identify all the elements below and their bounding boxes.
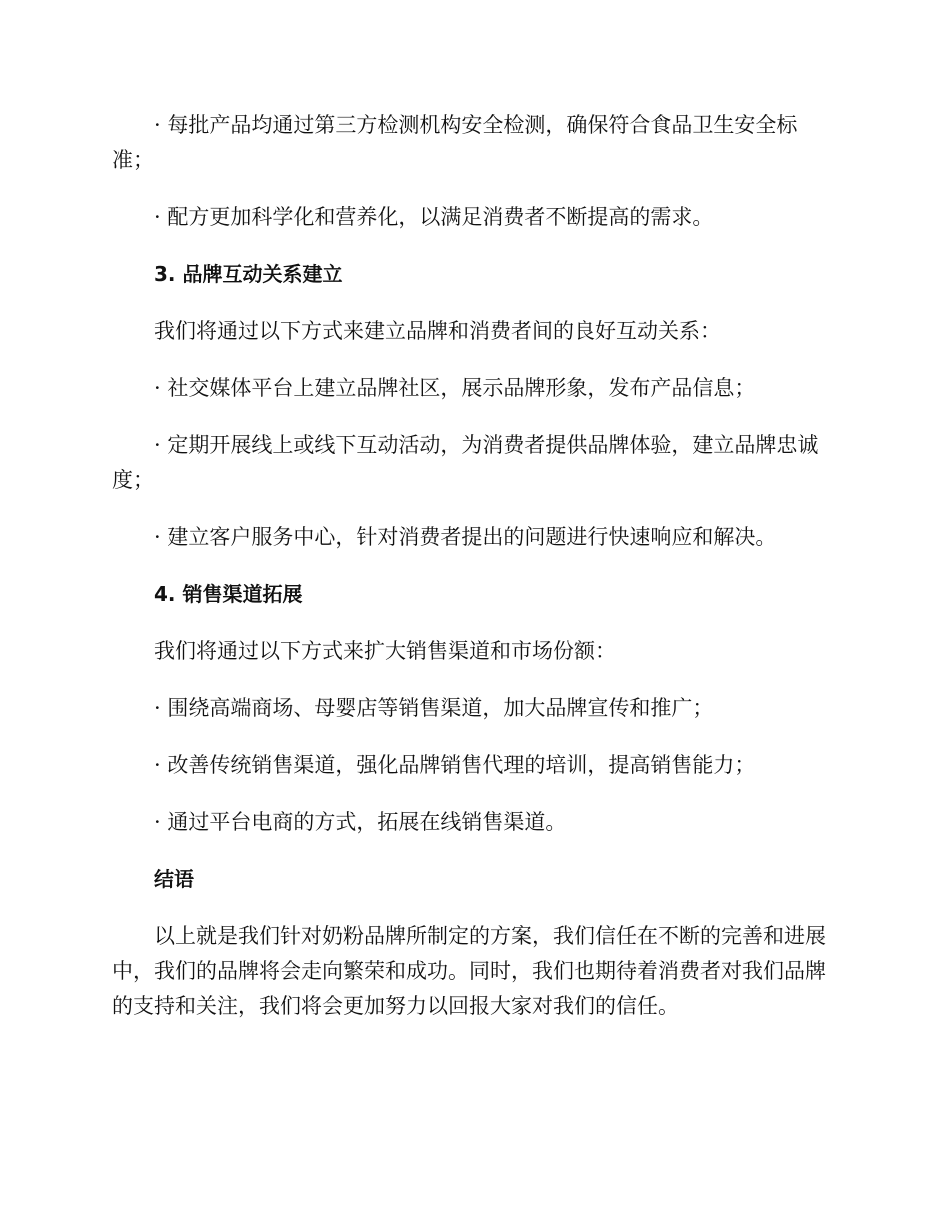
bullet-paragraph: · 围绕高端商场、母婴店等销售渠道，加大品牌宣传和推广； (154, 696, 714, 720)
bullet-paragraph: · 改善传统销售渠道，强化品牌销售代理的培训，提高销售能力； (154, 753, 756, 777)
bullet-paragraph: · 建立客户服务中心，针对消费者提出的问题进行快速响应和解决。 (154, 525, 777, 549)
bullet-paragraph: · 社交媒体平台上建立品牌社区，展示品牌形象，发布产品信息； (154, 376, 756, 400)
section-heading: 3. 品牌互动关系建立 (154, 262, 343, 286)
bullet-paragraph: · 配方更加科学化和营养化，以满足消费者不断提高的需求。 (154, 205, 714, 229)
intro-paragraph: 我们将通过以下方式来扩大销售渠道和市场份额： (154, 639, 616, 663)
bullet-paragraph: · 定期开展线上或线下互动活动，为消费者提供品牌体验，建立品牌忠诚度； (112, 433, 819, 492)
conclusion-paragraph: 以上就是我们针对奶粉品牌所制定的方案，我们信任在不断的完善和进展中，我们的品牌将会走向繁荣和成功。同时，我们也期待着消费者对我们品牌的支持和关注，我们将会更加努力以回报大家对我们的信任。 (112, 924, 826, 1018)
intro-paragraph: 我们将通过以下方式来建立品牌和消费者间的良好互动关系： (154, 319, 721, 343)
bullet-paragraph: · 每批产品均通过第三方检测机构安全检测，确保符合食品卫生安全标准； (112, 113, 798, 172)
document-body (112, 108, 832, 1046)
section-heading: 4. 销售渠道拓展 (154, 582, 303, 606)
bullet-paragraph: · 通过平台电商的方式，拓展在线销售渠道。 (154, 810, 567, 834)
section-heading: 结语 (154, 867, 194, 891)
